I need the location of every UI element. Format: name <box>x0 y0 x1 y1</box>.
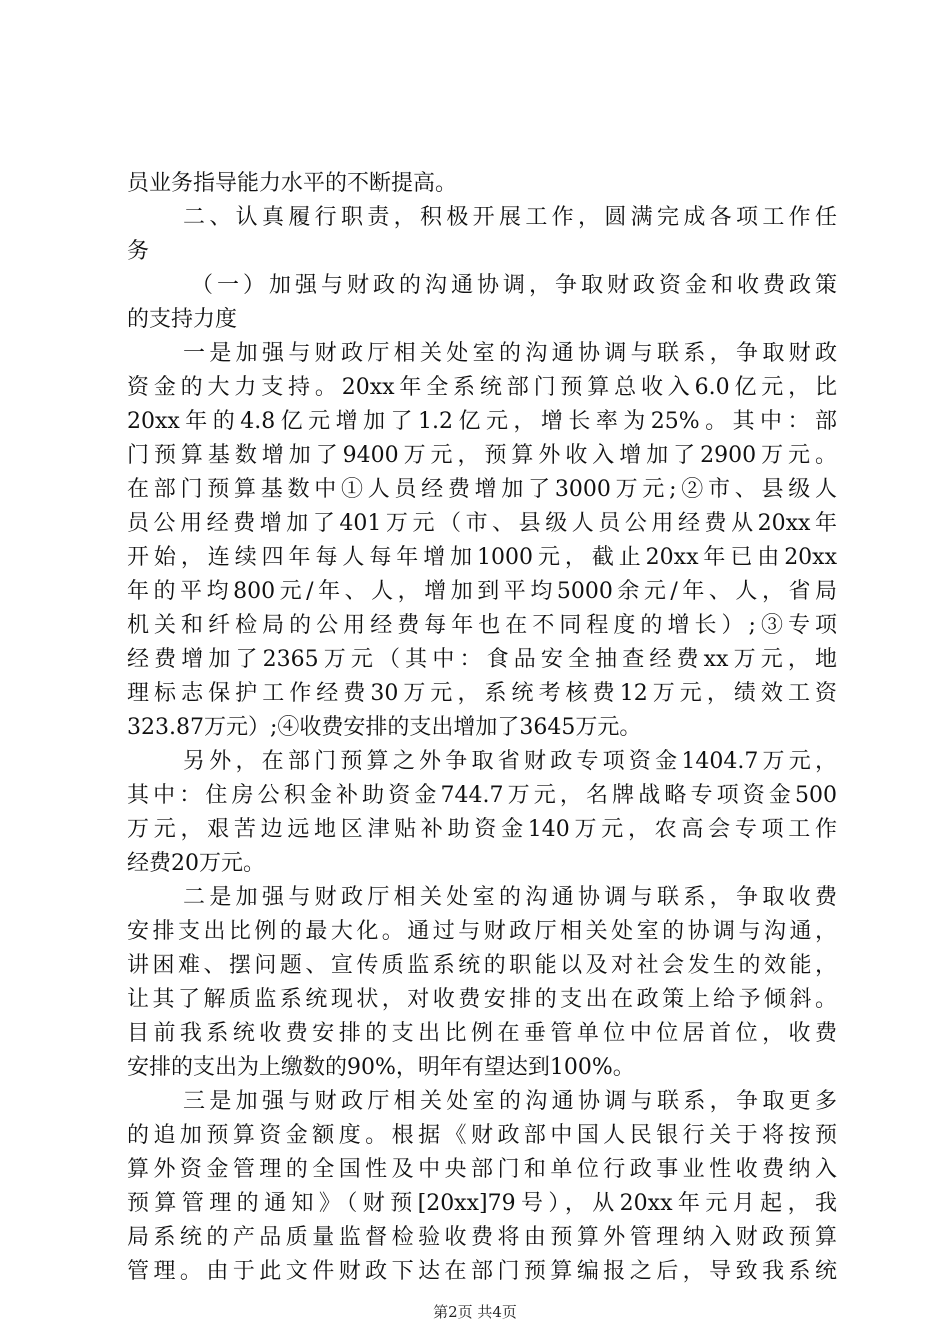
paragraph-line: 其中：住房公积金补助资金744.7万元，名牌战略专项资金500 <box>127 783 837 808</box>
paragraph-line: 万元，艰苦边远地区津贴补助资金140万元，农高会专项工作 <box>127 817 837 842</box>
paragraph-line: 员公用经费增加了401万元（市、县级人员公用经费从20xx年 <box>127 511 837 536</box>
paragraph-line: 经费20万元。 <box>127 851 265 876</box>
paragraph-line: 资金的大力支持。20xx年全系统部门预算总收入6.0亿元，比 <box>127 375 837 400</box>
paragraph-line: 预算管理的通知》（财预[20xx]79号），从20xx年元月起，我 <box>127 1191 837 1216</box>
subsection-heading: （一）加强与财政的沟通协调，争取财政资金和收费政策 <box>191 273 837 298</box>
paragraph-line: 一是加强与财政厅相关处室的沟通协调与联系，争取财政 <box>183 341 837 366</box>
section-heading: 二、认真履行职责，积极开展工作，圆满完成各项工作任 <box>183 205 837 230</box>
paragraph-line: 20xx年的4.8亿元增加了1.2亿元，增长率为25%。其中：部 <box>127 409 837 434</box>
paragraph-line: 机关和纤检局的公用经费每年也在不同程度的增长）;③专项 <box>127 613 837 638</box>
paragraph-line: 理标志保护工作经费30万元，系统考核费12万元，绩效工资 <box>127 681 837 706</box>
paragraph-line: 安排的支出为上缴数的90%，明年有望达到100%。 <box>127 1055 635 1080</box>
paragraph-line: 局系统的产品质量监督检验收费将由预算外管理纳入财政预算 <box>127 1225 837 1250</box>
paragraph-line: 让其了解质监系统现状，对收费安排的支出在政策上给予倾斜。 <box>127 987 837 1012</box>
section-heading-continuation: 务 <box>127 239 150 264</box>
paragraph-line: 目前我系统收费安排的支出比例在垂管单位中位居首位，收费 <box>127 1021 837 1046</box>
paragraph-line: 开始，连续四年每人每年增加1000元，截止20xx年已由20xx <box>127 545 837 570</box>
paragraph-line: 的追加预算资金额度。根据《财政部中国人民银行关于将按预 <box>127 1123 837 1148</box>
paragraph-line: 门预算基数增加了9400万元，预算外收入增加了2900万元。 <box>127 443 837 468</box>
paragraph-line: 另外，在部门预算之外争取省财政专项资金1404.7万元， <box>183 749 837 774</box>
paragraph-line: 323.87万元）;④收费安排的支出增加了3645万元。 <box>127 715 642 740</box>
page-number-footer: 第2页 共4页 <box>433 1303 517 1321</box>
subsection-heading-continuation: 的支持力度 <box>127 307 238 332</box>
paragraph-line: 管理。由于此文件财政下达在部门预算编报之后，导致我系统 <box>127 1259 837 1284</box>
paragraph-line: 年的平均800元/年、人，增加到平均5000余元/年、人，省局 <box>127 579 837 604</box>
paragraph-line: 在部门预算基数中①人员经费增加了3000万元;②市、县级人 <box>127 477 837 502</box>
paragraph-line: 经费增加了2365万元（其中：食品安全抽查经费xx万元，地 <box>127 647 837 672</box>
document-body <box>127 167 837 1289</box>
paragraph-line: 二是加强与财政厅相关处室的沟通协调与联系，争取收费 <box>183 885 837 910</box>
paragraph-line: 三是加强与财政厅相关处室的沟通协调与联系，争取更多 <box>183 1089 837 1114</box>
paragraph-line: 算外资金管理的全国性及中央部门和单位行政事业性收费纳入 <box>127 1157 837 1182</box>
paragraph-line: 安排支出比例的最大化。通过与财政厅相关处室的协调与沟通， <box>127 919 837 944</box>
paragraph-line: 讲困难、摆问题、宣传质监系统的职能以及对社会发生的效能， <box>127 953 837 978</box>
text-line: 员业务指导能力水平的不断提高。 <box>127 171 458 196</box>
